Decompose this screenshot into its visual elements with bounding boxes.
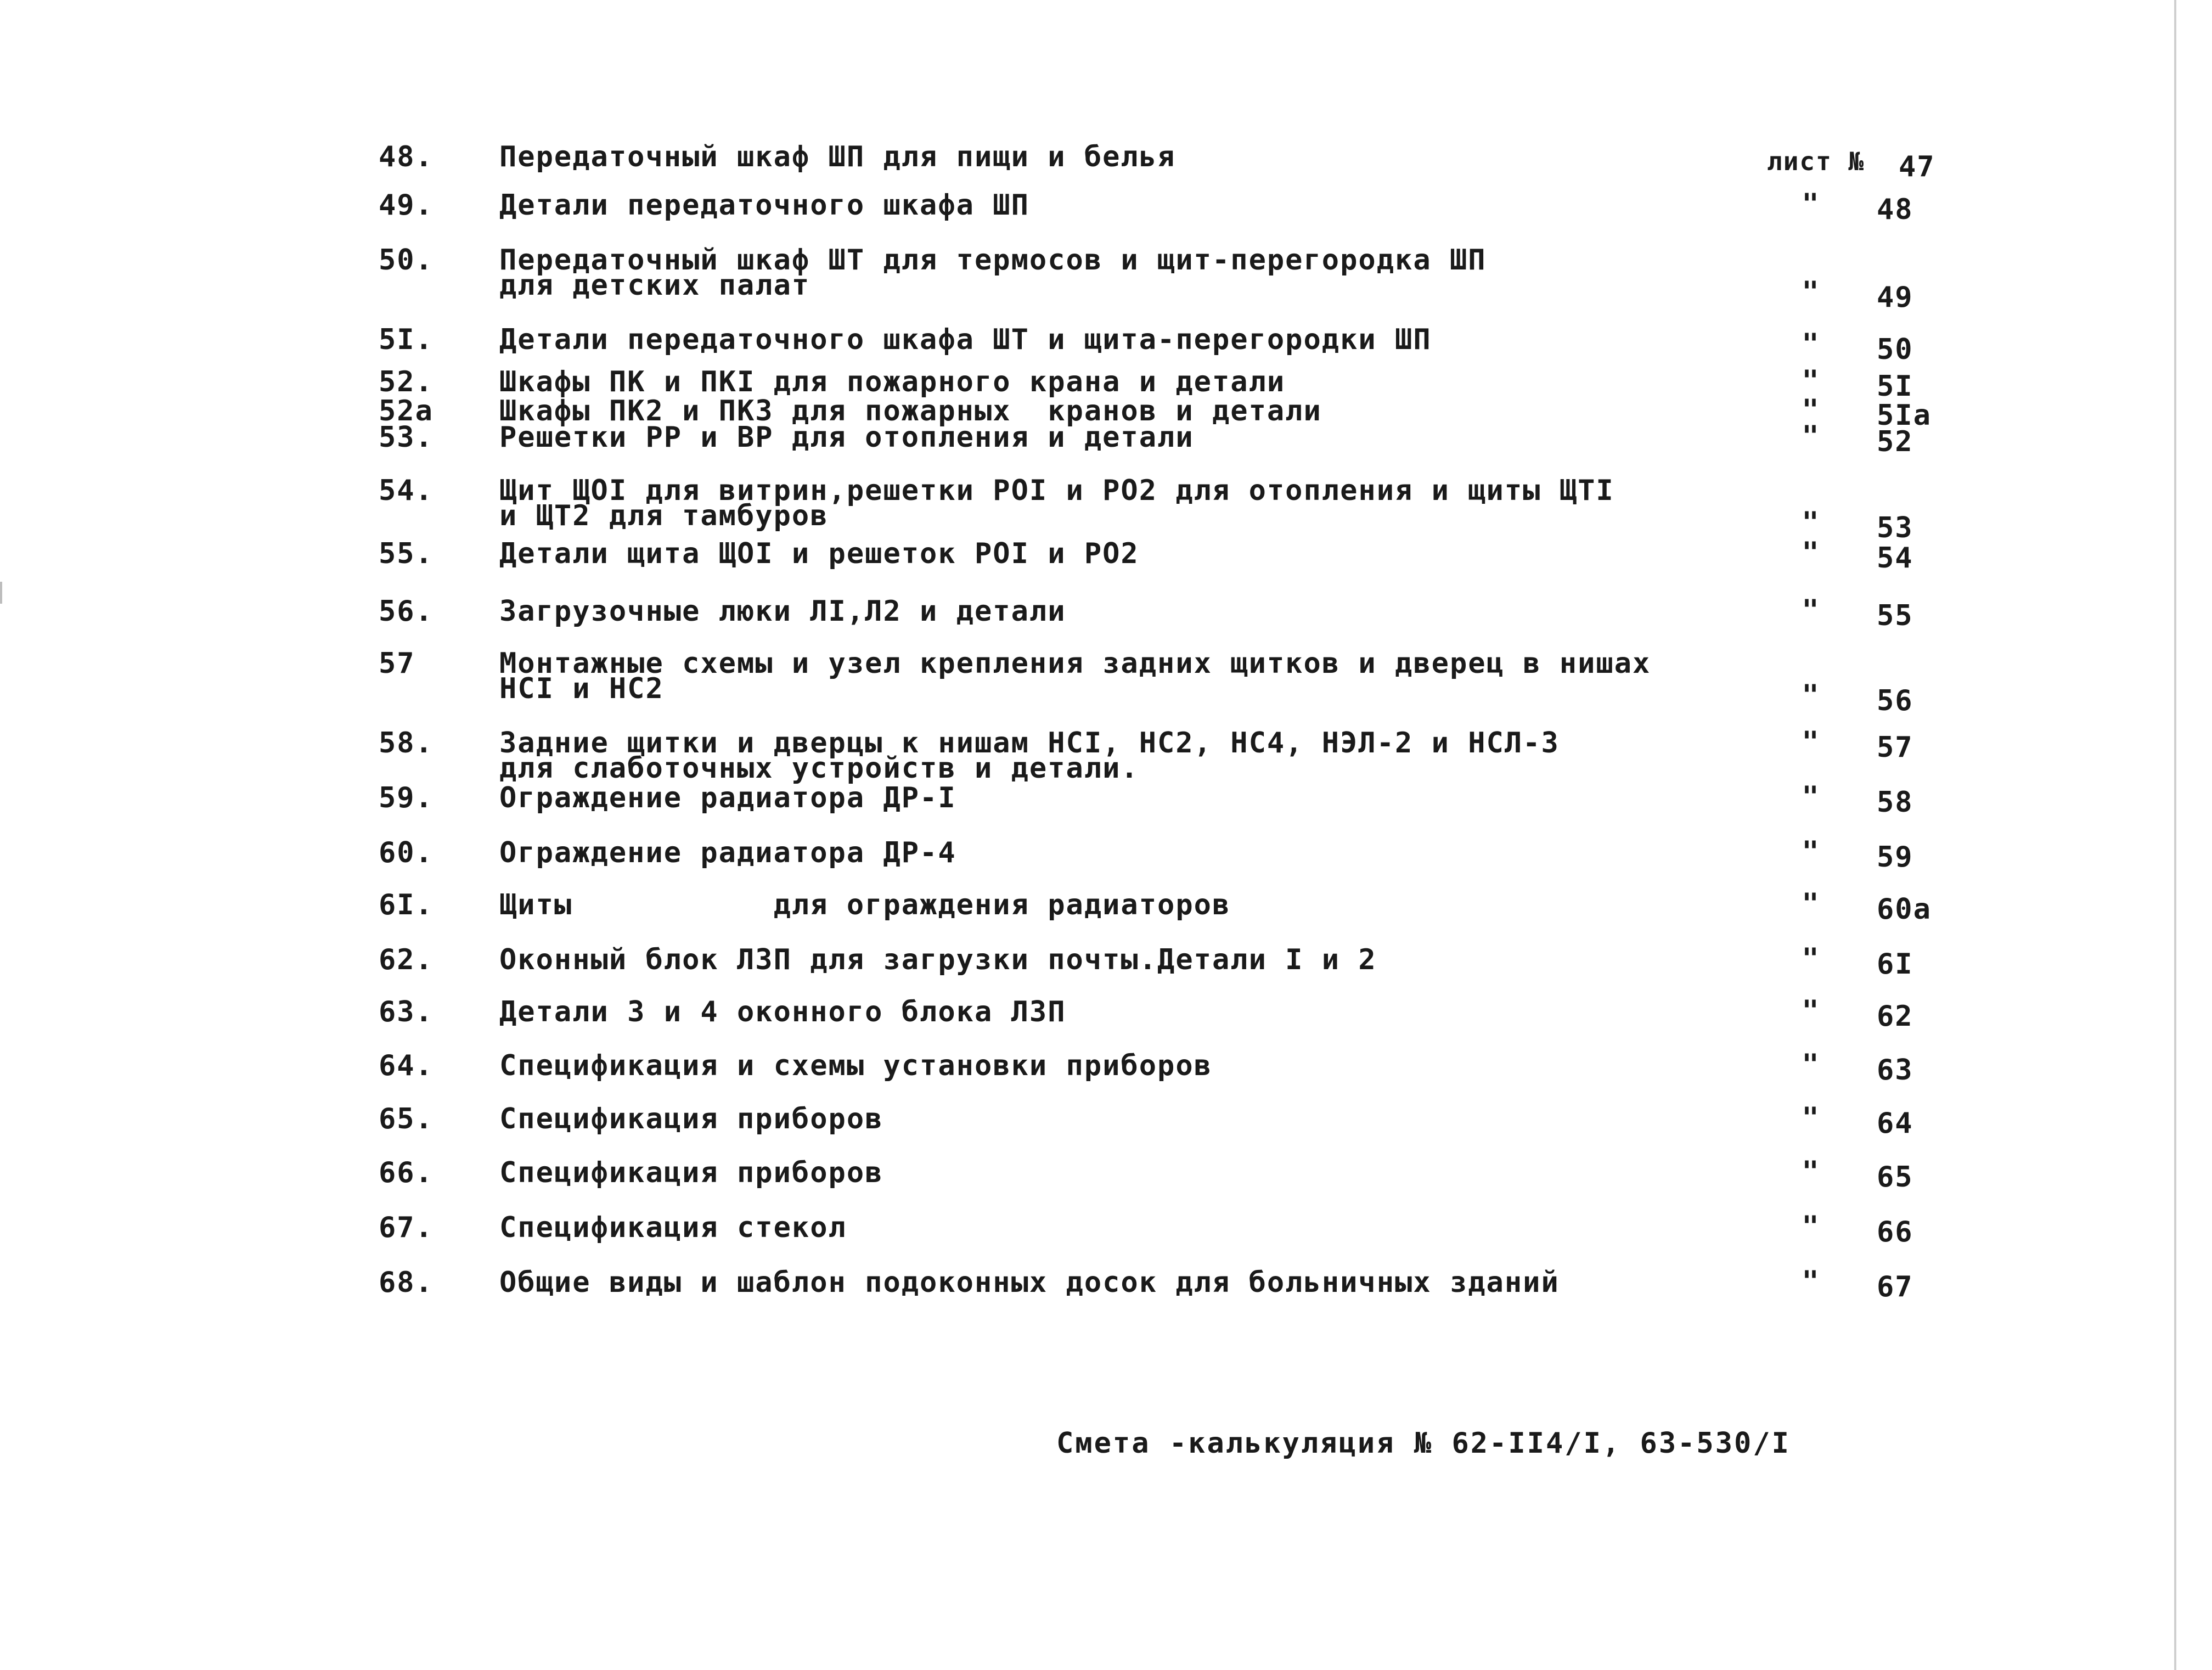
entry-title: Спецификация приборов bbox=[499, 1103, 883, 1135]
page-edge-mark bbox=[0, 582, 2, 604]
entry-title: Детали передаточного шкафа ШП bbox=[499, 189, 1029, 222]
sheet-number: 66 bbox=[1877, 1216, 1913, 1249]
ditto-mark: " bbox=[1802, 328, 1820, 361]
entry-title: Детали передаточного шкафа ШТ и щита-перегородки ШП bbox=[499, 323, 1432, 356]
entry-title: для слаботочных устройств и детали. bbox=[499, 752, 1139, 785]
entry-title: Решетки РР и ВР для отопления и детали bbox=[499, 421, 1194, 454]
sheet-number: 6I bbox=[1877, 948, 1913, 981]
sheet-number: 53 bbox=[1877, 511, 1913, 544]
ditto-mark: " bbox=[1802, 506, 1820, 539]
estimate-footer: Смета -калькуляция № 62-II4/I, 63-530/I bbox=[1056, 1427, 1791, 1460]
entry-title: для детских палат bbox=[499, 269, 810, 302]
ditto-mark: " bbox=[1802, 1210, 1820, 1243]
entry-title: Спецификация стекол bbox=[499, 1211, 847, 1244]
entry-number: 65. bbox=[379, 1103, 434, 1135]
ditto-mark: " bbox=[1802, 994, 1820, 1027]
entry-number: 63. bbox=[379, 996, 434, 1028]
entry-number: 64. bbox=[379, 1049, 434, 1082]
entry-title: Шкафы ПК2 и ПК3 для пожарных кранов и детали bbox=[499, 395, 1322, 428]
entry-number: 62. bbox=[379, 943, 434, 976]
entry-title: Детали 3 и 4 оконного блока ЛЗП bbox=[499, 996, 1066, 1028]
entry-title: Ограждение радиатора ДР-4 bbox=[499, 836, 956, 869]
ditto-mark: " bbox=[1802, 594, 1820, 627]
sheet-number: 5I bbox=[1877, 370, 1913, 403]
entry-number: 6I. bbox=[379, 889, 434, 921]
entry-number: 60. bbox=[379, 836, 434, 869]
entry-number: 67. bbox=[379, 1211, 434, 1244]
ditto-mark: " bbox=[1802, 1048, 1820, 1081]
sheet-number: 60а bbox=[1877, 893, 1932, 926]
ditto-mark: " bbox=[1802, 1101, 1820, 1134]
entry-number: 52а bbox=[379, 395, 434, 428]
entry-title: Щит ЩОI для витрин,решетки РОI и РО2 для отопления и щиты ЩТI bbox=[499, 474, 1614, 507]
sheet-number: 47 bbox=[1899, 150, 1935, 183]
entry-number: 55. bbox=[379, 537, 434, 570]
entry-title: Передаточный шкаф ШП для пищи и белья bbox=[499, 140, 1176, 173]
entry-number: 58. bbox=[379, 727, 434, 760]
entry-number: 59. bbox=[379, 781, 434, 814]
ditto-mark: " bbox=[1802, 1155, 1820, 1188]
entry-number: 50. bbox=[379, 244, 434, 277]
entry-number: 54. bbox=[379, 474, 434, 507]
entry-number: 57 bbox=[379, 647, 415, 680]
ditto-mark: " bbox=[1802, 679, 1820, 712]
entry-number: 49. bbox=[379, 189, 434, 222]
entry-number: 5I. bbox=[379, 323, 434, 356]
entry-title: Спецификация приборов bbox=[499, 1156, 883, 1189]
entry-number: 48. bbox=[379, 140, 434, 173]
sheet-number: 49 bbox=[1877, 281, 1913, 314]
entry-title: Задние щитки и дверцы к нишам НСI, НС2, НС4, НЭЛ-2 и НСЛ-3 bbox=[499, 727, 1560, 760]
sheet-number: 59 bbox=[1877, 841, 1913, 874]
sheet-number: 64 bbox=[1877, 1107, 1913, 1140]
ditto-mark: " bbox=[1802, 536, 1820, 569]
sheet-number: 48 bbox=[1877, 193, 1913, 226]
entry-title: Общие виды и шаблон подоконных досок для больничных зданий bbox=[499, 1266, 1560, 1299]
entry-number: 66. bbox=[379, 1156, 434, 1189]
entry-title: Детали щита ЩОI и решеток РОI и РО2 bbox=[499, 537, 1139, 570]
entry-title: Монтажные схемы и узел крепления задних щитков и дверец в нишах bbox=[499, 647, 1651, 680]
sheet-number: 54 bbox=[1877, 542, 1913, 575]
ditto-mark: " bbox=[1802, 887, 1820, 920]
entry-title: Щиты для ограждения радиаторов bbox=[499, 889, 1231, 921]
sheet-number: 63 bbox=[1877, 1054, 1913, 1087]
ditto-mark: " bbox=[1802, 942, 1820, 975]
sheet-number: 62 bbox=[1877, 1000, 1913, 1033]
sheet-number: 56 bbox=[1877, 684, 1913, 717]
entry-title: и ЩТ2 для тамбуров bbox=[499, 499, 829, 532]
entry-title: Загрузочные люки ЛI,Л2 и детали bbox=[499, 595, 1066, 628]
sheet-number: 65 bbox=[1877, 1161, 1913, 1194]
ditto-mark: " bbox=[1802, 780, 1820, 813]
sheet-number: 50 bbox=[1877, 333, 1913, 366]
entry-title: Оконный блок ЛЗП для загрузки почты.Детали I и 2 bbox=[499, 943, 1377, 976]
ditto-mark: " bbox=[1802, 1265, 1820, 1298]
sheet-number: 5Iа bbox=[1877, 399, 1932, 432]
sheet-number: 67 bbox=[1877, 1270, 1913, 1303]
ditto-mark: " bbox=[1802, 835, 1820, 868]
sheet-number: 55 bbox=[1877, 599, 1913, 632]
page-edge-line bbox=[2174, 0, 2176, 1670]
entry-title: Передаточный шкаф ШТ для термосов и щит-перегородка ШП bbox=[499, 244, 1487, 277]
entry-number: 52. bbox=[379, 366, 434, 398]
sheet-number: 58 bbox=[1877, 786, 1913, 819]
entry-number: 68. bbox=[379, 1266, 434, 1299]
entry-title: Ограждение радиатора ДР-I bbox=[499, 781, 956, 814]
ditto-mark: " bbox=[1802, 188, 1820, 221]
entry-title: Шкафы ПК и ПКI для пожарного крана и детали bbox=[499, 366, 1286, 398]
entry-title: НСI и НС2 bbox=[499, 672, 664, 705]
entry-number: 56. bbox=[379, 595, 434, 628]
entry-number: 53. bbox=[379, 421, 434, 454]
ditto-mark: " bbox=[1802, 420, 1820, 453]
entry-title: Спецификация и схемы установки приборов bbox=[499, 1049, 1212, 1082]
ditto-mark: " bbox=[1802, 393, 1820, 426]
ditto-mark: " bbox=[1802, 275, 1820, 308]
sheet-label: лист № bbox=[1767, 147, 1865, 176]
ditto-mark: " bbox=[1802, 364, 1820, 397]
sheet-number: 52 bbox=[1877, 425, 1913, 458]
sheet-number: 57 bbox=[1877, 731, 1913, 764]
ditto-mark: " bbox=[1802, 726, 1820, 758]
